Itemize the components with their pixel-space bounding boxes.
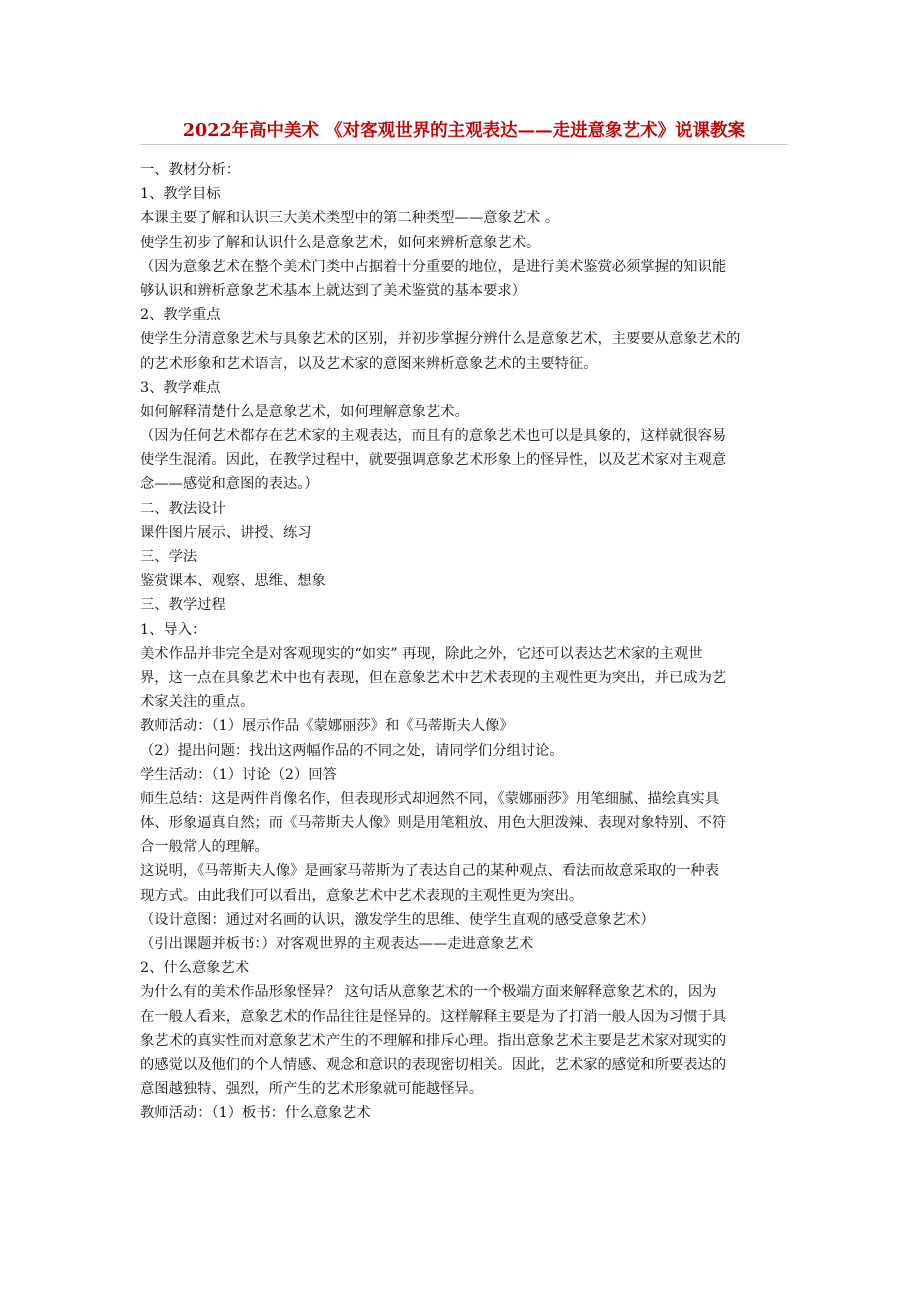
paragraph-line: 本课主要了解和认识三大美术类型中的第二种类型——意象艺术 。 [140,210,560,227]
paragraph-line: 使学生混淆。因此，在教学过程中，就要强调意象艺术形象上的怪异性，以及艺术家对主观意 [140,452,727,469]
paragraph-line: 念——感觉和意图的表达。） [140,476,319,493]
paragraph-line: 学生活动：（1）讨论（2）回答 [140,766,337,783]
paragraph-line: 一、教材分析： [140,162,241,178]
paragraph-line: （2）提出问题：找出这两幅作品的不同之处，请同学们分组讨论。 [140,742,564,759]
paragraph-line: 这说明，《马蒂斯夫人像》是画家马蒂斯为了表达自己的某种观点、看法而故意采取的一种表 [140,863,720,880]
paragraph-line: （因为意象艺术在整个美术门类中占据着十分重要的地位，是进行美术鉴赏必须掌握的知识能 [140,258,727,275]
paragraph-line: 在一般人看来，意象艺术的作品往往是怪异的。这样解释主要是为了打消一般人因为习惯于具 [140,1008,727,1025]
paragraph-line: 为什么有的美术作品形象怪异？ 这句话从意象艺术的一个极端方面来解释意象艺术的，因为 [140,984,717,1001]
paragraph-line: 够认识和辨析意象艺术基本上就达到了美术鉴赏的基本要求） [140,282,527,299]
paragraph-line: 1、导入： [140,621,207,638]
paragraph-line: 3、教学难点 [140,379,221,396]
paragraph-line: 2、教学重点 [140,307,221,324]
paragraph-line: 三、学法 [140,549,198,565]
paragraph-line: （设计意图：通过对名画的认识，激发学生的思维、使学生直观的感受意象艺术） [140,911,655,928]
paragraph-line: 使学生分清意象艺术与具象艺术的区别，并初步掌握分辨什么是意象艺术，主要要从意象艺术的 [140,331,741,348]
paragraph-line: 术家关注的重点。 [140,694,255,711]
document-body [140,158,790,1126]
paragraph-line: 界，这一点在具象艺术中也有表现，但在意象艺术中艺术表现的主观性更为突出，并已成为艺 [140,669,727,686]
paragraph-line: 鉴赏课本、观察、思维、想象 [140,573,326,590]
paragraph-line: 教师活动：（1）展示作品《蒙娜丽莎》和《马蒂斯夫人像》 [140,718,514,735]
paragraph-line: 现方式。由此我们可以看出，意象艺术中艺术表现的主观性更为突出。 [140,887,584,904]
paragraph-line: 的感觉以及他们的个人情感、观念和意识的表现密切相关。因此，艺术家的感觉和所要表达的 [140,1056,727,1073]
paragraph-line: 美术作品并非完全是对客观现实的“如实” 再现，除此之外，它还可以表达艺术家的主观世 [140,645,703,662]
paragraph-line: 意图越独特、强烈，所产生的艺术形象就可能越怪异。 [140,1081,484,1098]
paragraph-line: 2、什么意象艺术 [140,960,250,977]
paragraph-line: 二、教法设计 [140,500,226,517]
paragraph-line: （因为任何艺术都存在艺术家的主观表达，而且有的意象艺术也可以是具象的，这样就很容易 [140,428,727,445]
paragraph-line: 课件图片展示、讲授、练习 [140,524,312,541]
paragraph-line: 1、教学目标 [140,186,221,203]
paragraph-line: 象艺术的真实性而对意象艺术产生的不理解和排斥心理。指出意象艺术主要是艺术家对现实的 [140,1032,727,1049]
paragraph-line: （引出课题并板书：）对客观世界的主观表达——走进意象艺术 [140,936,534,952]
paragraph-line: 体、形象逼真自然；而《马蒂斯夫人像》则是用笔粗放、用色大胆泼辣、表现对象特别、不符 [140,815,727,832]
paragraph-line: 合一般常人的理解。 [140,839,269,856]
paragraph-line: 三、教学过程 [140,597,226,614]
paragraph-line: 教师活动：（1）板书：什么意象艺术 [140,1105,371,1122]
document-title: 2022年高中美术 《对客观世界的主观表达——走进意象艺术》说课教案 [140,118,788,145]
paragraph-line: 如何解释清楚什么是意象艺术，如何理解意象艺术。 [140,403,469,420]
paragraph-line: 使学生初步了解和认识什么是意象艺术，如何来辨析意象艺术。 [140,234,541,251]
paragraph-line: 的艺术形象和艺术语言，以及艺术家的意图来辨析意象艺术的主要特征。 [140,355,598,372]
paragraph-line: 师生总结：这是两件肖像名作，但表现形式却迥然不同，《蒙娜丽莎》用笔细腻、描绘真实具 [140,790,720,807]
